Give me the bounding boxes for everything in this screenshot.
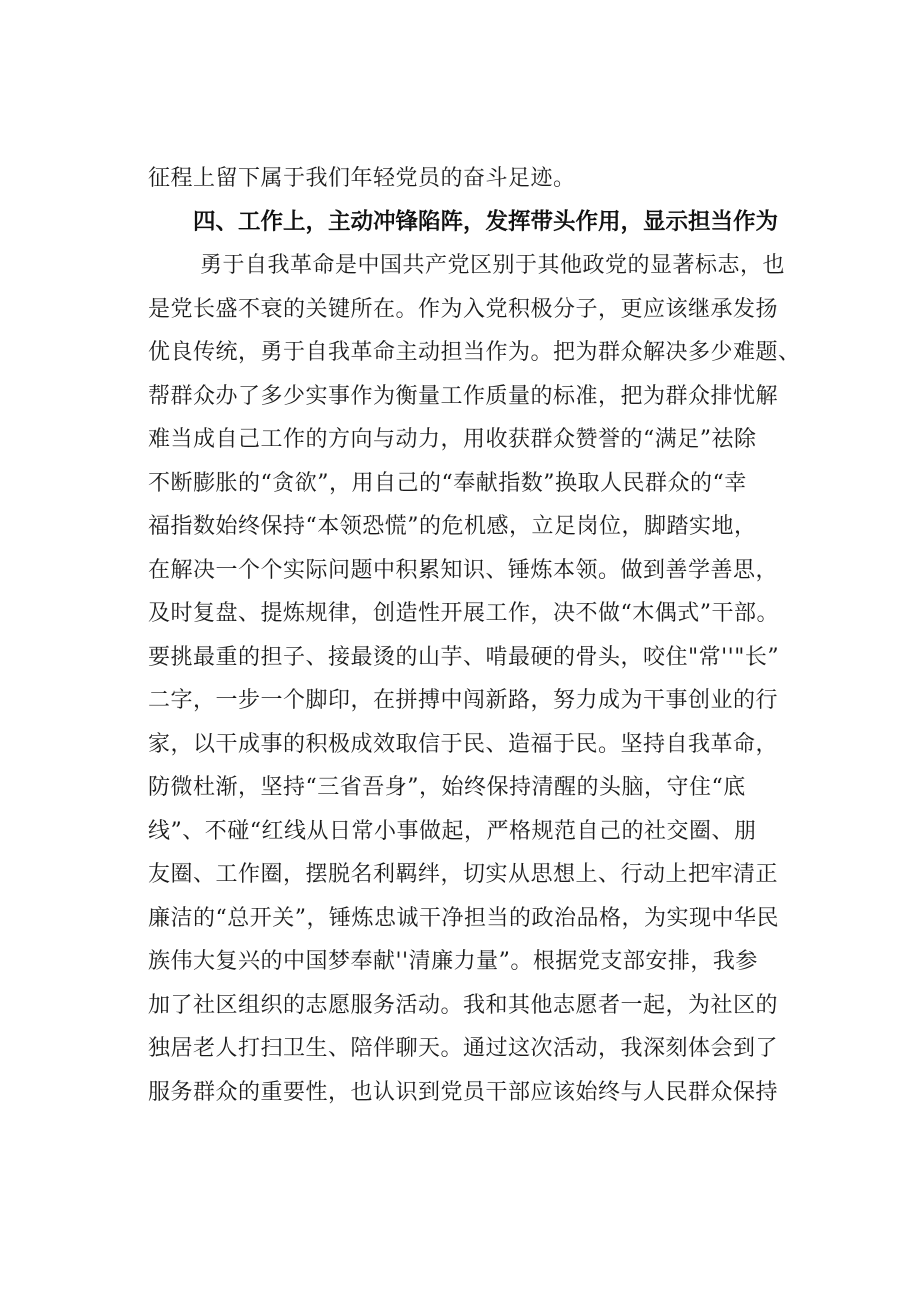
body-text-line: 难当成自己工作的方向与动力，用收获群众赞誉的“满足”祛除 — [148, 427, 757, 452]
body-text-line: 勇于自我革命是中国共产党区别于其他政党的显著标志，也 — [200, 253, 786, 278]
body-text-line: 防微杜渐，坚持“三省吾身”，始终保持清醒的头脑，守住“底 — [148, 775, 746, 800]
body-text-line: 服务群众的重要性，也认识到党员干部应该始终与人民群众保持 — [148, 1080, 779, 1105]
section-heading: 四、工作上，主动冲锋陷阵，发挥带头作用，显示担当作为 — [193, 209, 779, 235]
body-text-line: 征程上留下属于我们年轻党员的奋斗足迹。 — [148, 166, 576, 191]
body-text-line: 是党长盛不衰的关键所在。作为入党积极分子，更应该继承发扬 — [148, 297, 779, 322]
body-text-line: 二字，一步一个脚印，在拼搏中闯新路，努力成为干事创业的行 — [148, 688, 779, 713]
body-text-line: 独居老人打扫卫生、陪伴聊天。通过这次活动，我深刻体会到了 — [148, 1036, 779, 1061]
body-text-line: 线”、不碰“红线从日常小事做起，严格规范自己的社交圈、朋 — [148, 819, 757, 844]
body-text-line: 加了社区组织的志愿服务活动。我和其他志愿者一起，为社区的 — [148, 993, 779, 1018]
body-text-line: 廉洁的“总开关”，锤炼忠诚干净担当的政治品格，为实现中华民 — [148, 906, 779, 931]
body-text-line: 家，以干成事的积极成效取信于民、造福于民。坚持自我革命， — [148, 732, 779, 757]
body-text-line: 友圈、工作圈，摆脱名利羁绊，切实从思想上、行动上把牢清正 — [148, 862, 779, 887]
body-text-line: 优良传统，勇于自我革命主动担当作为。把为群众解决多少难题、 — [148, 340, 801, 365]
body-text-line: 在解决一个个实际问题中积累知识、锤炼本领。做到善学善思， — [148, 558, 779, 583]
body-text-line: 帮群众办了多少实事作为衡量工作质量的标准，把为群众排忧解 — [148, 384, 779, 409]
body-text-line: 及时复盘、提炼规律，创造性开展工作，决不做“木偶式”干部。 — [148, 601, 779, 626]
body-text-line: 要挑最重的担子、接最烫的山芋、啃最硬的骨头，咬住"常''"长” — [148, 645, 780, 670]
body-text-line: 族伟大复兴的中国梦奉献''清廉力量”。根据党支部安排，我参 — [148, 949, 758, 974]
body-text-line: 福指数始终保持“本领恐慌”的危机感，立足岗位，脚踏实地， — [148, 514, 757, 539]
body-text-line: 不断膨胀的“贪欲”，用自己的“奉献指数”换取人民群众的“幸 — [148, 471, 747, 496]
